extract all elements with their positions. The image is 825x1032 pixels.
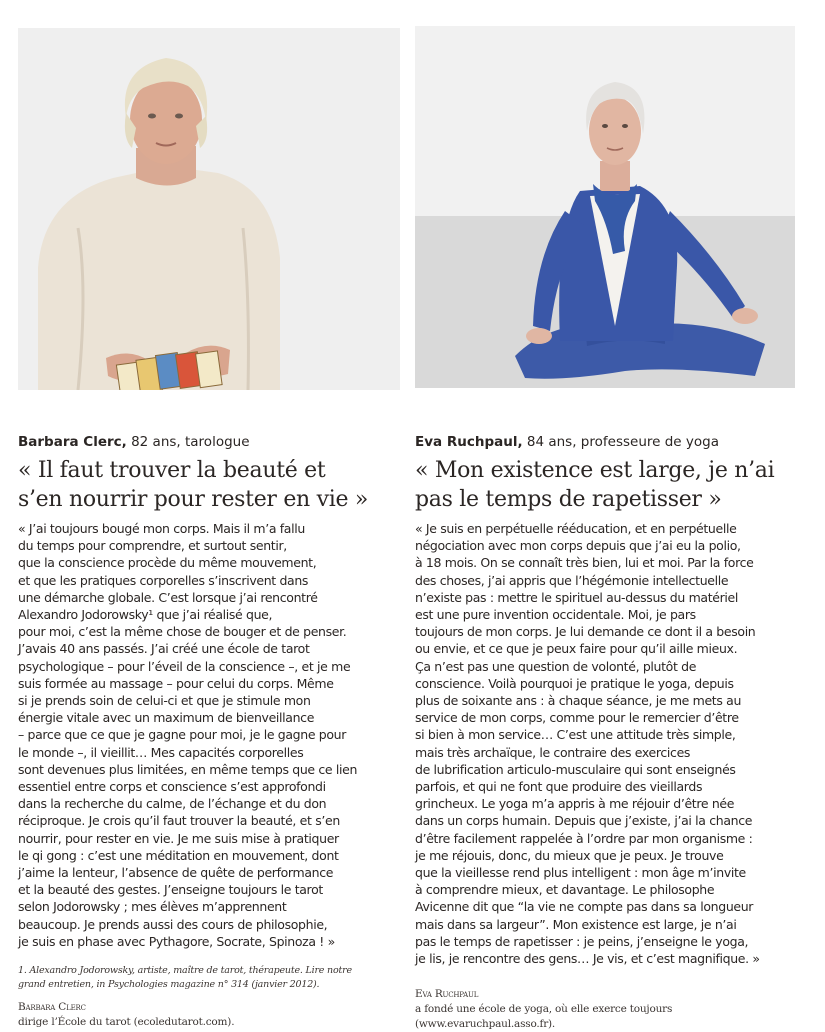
credit-name: Eva Ruchpaul <box>415 988 479 1000</box>
body-line: Avicenne dit que “la vie ne compte pas dans sa longueur <box>415 899 754 915</box>
footnote-line: grand entretien, in Psychologies magazine n° 314 (janvier 2012). <box>18 979 320 990</box>
body-line: J’avais 40 ans passés. J’ai créé une école de tarot <box>18 641 310 657</box>
body-line: je lis, je rencontre des gens… Je vis, et c’est magnifique. » <box>415 951 760 967</box>
body-line: à 18 mois. On se connaît très bien, lui et moi. Par la force <box>415 555 754 571</box>
body-line: pas le temps de rapetisser : je peins, j’enseigne le yoga, <box>415 933 749 949</box>
portrait-illustration <box>18 28 400 390</box>
body-line: du temps pour comprendre, et surtout sentir, <box>18 538 287 554</box>
credit-text: a fondé une école de yoga, où elle exerce toujours <box>415 1003 673 1015</box>
body-line: négociation avec mon corps depuis que j’ai eu la polio, <box>415 538 741 554</box>
testimony-body <box>415 520 810 967</box>
body-line: Ça n’est pas une question de volonté, plutôt de <box>415 658 697 674</box>
portrait-photo <box>18 28 400 390</box>
body-line: grincheux. Le yoga m’a appris à me réjouir d’être née <box>415 796 735 812</box>
body-line: toujours de mon corps. Je lui demande ce dont il a besoin <box>415 624 756 640</box>
credit-note <box>18 1000 403 1030</box>
portrait-illustration <box>415 26 795 388</box>
headline-line: s’en nourrir pour rester en vie » <box>18 487 369 512</box>
body-line: selon Jodorowsky ; mes élèves m’apprennent <box>18 899 287 915</box>
body-line: suis formée au massage – pour celui du corps. Même <box>18 675 334 691</box>
body-line: si je prends soin de celui-ci et que je stimule mon <box>18 693 311 709</box>
body-line: – parce que ce que je gagne pour moi, je le gagne pour <box>18 727 347 743</box>
body-line: conscience. Voilà pourquoi je pratique le yoga, depuis <box>415 675 734 691</box>
credit-note <box>415 987 810 1032</box>
headline-line: « Il faut trouver la beauté et <box>18 458 326 483</box>
body-line: réciproque. Je crois qu’il faut trouver la beauté, et s’en <box>18 813 340 829</box>
body-line: pour moi, c’est la même chose de bouger et de penser. <box>18 624 347 640</box>
body-line: « J’ai toujours bougé mon corps. Mais il m’a fallu <box>18 521 305 536</box>
body-line: des choses, j’ai appris que l’hégémonie intellectuelle <box>415 572 729 588</box>
body-line: énergie vitale avec un maximum de bienveillance <box>18 710 315 726</box>
person-name: Barbara Clerc, <box>18 434 127 450</box>
body-line: si bien à mon service… C’est une attitude très simple, <box>415 727 736 743</box>
footnote-line: 1. Alexandro Jodorowsky, artiste, maître de tarot, thérapeute. Lire notre <box>18 965 352 976</box>
body-line: de lubrification articulo-musculaire qui sont enseignés <box>415 761 736 777</box>
body-line: je suis en phase avec Pythagore, Socrate, Spinoza ! » <box>18 933 335 949</box>
body-line: essentiel entre corps et conscience s’est approfondi <box>18 779 326 795</box>
person-name-line <box>415 434 810 450</box>
person-age-role: 84 ans, professeure de yoga <box>522 434 719 450</box>
quote-headline <box>18 456 403 514</box>
footnote <box>18 964 403 992</box>
body-line: dans un corps humain. Depuis que j’existe, j’ai la chance <box>415 813 753 829</box>
body-line: et la beauté des gestes. J’enseigne toujours le tarot <box>18 882 323 898</box>
body-line: parfois, et qui ne font que produire des vieillards <box>415 779 703 795</box>
body-line: beaucoup. Je prends aussi des cours de philosophie, <box>18 916 328 932</box>
headline-line: « Mon existence est large, je n’ai <box>415 458 775 483</box>
body-line: est une pure invention occidentale. Moi, je pars <box>415 607 696 623</box>
body-line: mais dans sa largeur”. Mon existence est large, je n’ai <box>415 916 737 932</box>
body-line: dans la recherche du calme, de l’échange et du don <box>18 796 327 812</box>
body-line: n’existe pas : mettre le spirituel au-dessus du matériel <box>415 589 738 605</box>
credit-text: dirige l’École du tarot (ecoledutarot.com). <box>18 1016 235 1028</box>
credit-name: Barbara Clerc <box>18 1001 86 1013</box>
person-name-line <box>18 434 403 450</box>
body-line: plus de soixante ans : à chaque séance, je me mets au <box>415 693 742 709</box>
body-line: à comprendre mieux, et davantage. Le philosophe <box>415 882 715 898</box>
body-line: service de mon corps, comme pour le remercier d’être <box>415 710 739 726</box>
headline-line: pas le temps de rapetisser » <box>415 487 722 512</box>
body-line: j’aime la lenteur, l’absence de quête de performance <box>18 865 334 881</box>
body-line: ou envie, et ce que je peux faire pour qu’il aille mieux. <box>415 641 738 657</box>
body-line: mais très archaïque, le contraire des exercices <box>415 744 691 760</box>
person-name: Eva Ruchpaul, <box>415 434 523 450</box>
body-line: « Je suis en perpétuelle rééducation, et en perpétuelle <box>415 521 737 536</box>
body-line: Alexandro Jodorowsky¹ que j’ai réalisé que, <box>18 607 273 623</box>
body-line: que la vieillesse rend plus intelligent : mon âge m’invite <box>415 865 746 881</box>
body-line: nourrir, pour rester en vie. Je me suis mise à pratiquer <box>18 830 339 846</box>
quote-headline <box>415 456 810 514</box>
body-line: une démarche globale. C’est lorsque j’ai rencontré <box>18 589 318 605</box>
body-line: que la conscience procède du même mouvement, <box>18 555 317 571</box>
person-age-role: 82 ans, tarologue <box>126 434 250 450</box>
body-line: et que les pratiques corporelles s’inscrivent dans <box>18 572 309 588</box>
portrait-photo <box>415 26 795 388</box>
body-line: le monde –, il vieillit… Mes capacités corporelles <box>18 744 304 760</box>
body-line: le qi gong : c’est une méditation en mouvement, dont <box>18 847 339 863</box>
testimony-body <box>18 520 403 950</box>
body-line: je me réjouis, donc, du mieux que je peux. Je trouve <box>415 847 724 863</box>
credit-text: (www.evaruchpaul.asso.fr). <box>415 1018 556 1030</box>
body-line: sont devenues plus limitées, en même temps que ce lien <box>18 761 358 777</box>
body-line: d’être facilement rappelée à l’ordre par mon organisme : <box>415 830 753 846</box>
body-line: psychologique – pour l’éveil de la conscience –, et je me <box>18 658 351 674</box>
